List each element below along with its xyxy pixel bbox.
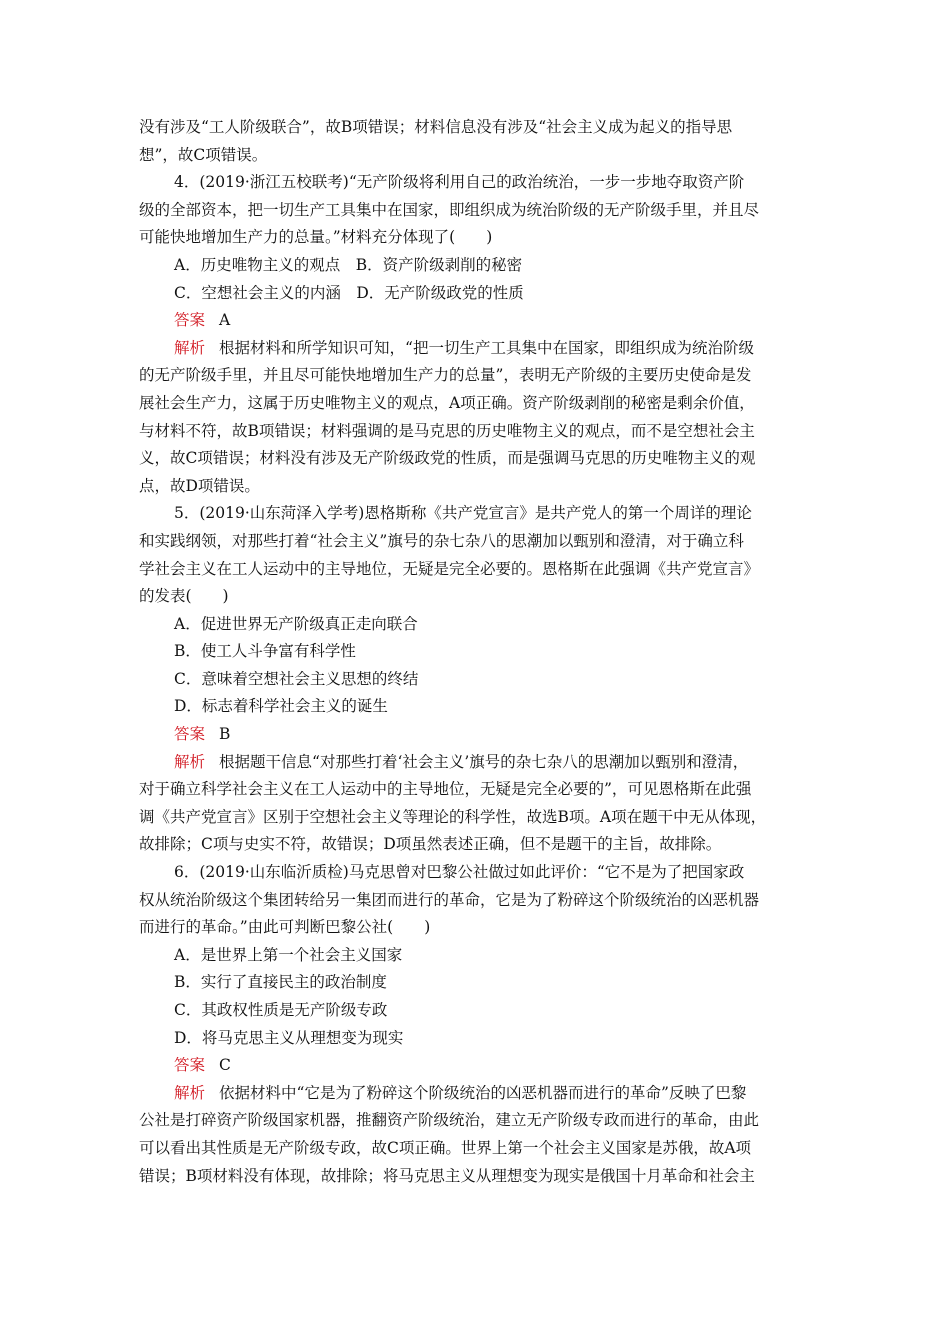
line-text: 错误；B项材料没有体现，故排除；将马克思主义从理想变为现实是俄国十月革命和社会主 [139,1166,755,1185]
line-text: 公社是打碎资产阶级国家机器，推翻资产阶级统治，建立无产阶级专政而进行的革命，由此 [139,1111,760,1130]
text-line [139,997,819,1025]
text-line [139,197,819,225]
analysis-line [139,335,819,363]
line-text: 可能快地增加生产力的总量。”材料充分体现了( ) [139,228,493,247]
line-text: 没有涉及“工人阶级联合”，故B项错误；材料信息没有涉及“社会主义成为起义的指导思 [139,118,733,136]
text-line [139,666,819,694]
text-line [139,528,819,556]
answer-label: 答案 [174,725,206,744]
line-text: 与材料不符，故B项错误；材料强调的是马克思的历史唯物主义的观点，而不是空想社会主 [139,421,755,440]
text-line [139,583,819,611]
text-line [139,638,819,666]
text-line [139,693,819,721]
line-text: 权从统治阶级这个集团转给另一集团而进行的革命，它是为了粉碎这个阶级统治的凶恶机器 [139,890,760,909]
document-body [139,114,819,1190]
line-text: 想”，故C项错误。 [139,145,268,164]
line-text: B．使工人斗争富有科学性 [174,642,356,661]
text-line [139,1107,819,1135]
answer-label: 答案 [174,1056,206,1075]
line-text: 学社会主义在工人运动中的主导地位，无疑是完全必要的。恩格斯在此强调《共产党宣言》 [139,559,760,578]
text-line [139,969,819,997]
text-line [139,804,819,832]
line-text: A [219,311,231,330]
line-text: 的无产阶级手里，并且尽可能快地增加生产力的总量”，表明无产阶级的主要历史使命是发 [139,366,752,385]
line-text: D．将马克思主义从理想变为现实 [174,1028,404,1047]
line-text: 依据材料中“它是为了粉碎这个阶级统治的凶恶机器而进行的革命”反映了巴黎 [219,1083,747,1102]
text-line [139,114,819,142]
line-text: C．空想社会主义的内涵 D．无产阶级政党的性质 [174,283,524,302]
line-text: 根据题干信息“对那些打着‘社会主义’旗号的杂七杂八的思潮加以甄别和澄清， [219,752,749,771]
analysis-label: 解析 [174,1083,206,1102]
line-text: 根据材料和所学知识可知，“把一切生产工具集中在国家，即组织成为统治阶级 [219,338,754,357]
answer-line [139,1052,819,1080]
line-text: 故排除；C项与史实不符，故错误；D项虽然表述正确，但不是题干的主旨，故排除。 [139,835,722,854]
text-line [139,611,819,639]
text-line [139,169,819,197]
text-line [139,390,819,418]
line-text: B [219,725,231,744]
text-line [139,445,819,473]
line-text: A．是世界上第一个社会主义国家 [174,945,403,964]
text-line [139,362,819,390]
text-line [139,280,819,308]
text-line [139,252,819,280]
answer-label: 答案 [174,311,206,330]
line-text: 而进行的革命。”由此可判断巴黎公社( ) [139,918,431,937]
text-line [139,500,819,528]
answer-line [139,721,819,749]
line-text: 和实践纲领，对那些打着“社会主义”旗号的杂七杂八的思潮加以甄别和澄清，对于确立科 [139,531,744,550]
text-line [139,831,819,859]
line-text: A．促进世界无产阶级真正走向联合 [174,614,418,633]
text-line [139,942,819,970]
line-text: 调《共产党宣言》区别于空想社会主义等理论的科学性，故选B项。A项在题干中无从体现， [139,807,767,826]
analysis-label: 解析 [174,752,206,771]
analysis-line [139,749,819,777]
text-line [139,142,819,170]
text-line [139,1135,819,1163]
text-line [139,418,819,446]
line-text: D．标志着科学社会主义的诞生 [174,697,388,716]
line-text: 可以看出其性质是无产阶级专政，故C项正确。世界上第一个社会主义国家是苏俄，故A项 [139,1138,752,1157]
text-line [139,914,819,942]
text-line [139,1163,819,1191]
answer-line [139,307,819,335]
line-text: A．历史唯物主义的观点 B．资产阶级剥削的秘密 [174,255,523,274]
text-line [139,887,819,915]
line-text: C [219,1056,231,1075]
text-line [139,776,819,804]
line-text: 义，故C项错误；材料没有涉及无产阶级政党的性质，而是强调马克思的历史唯物主义的观 [139,449,756,468]
analysis-label: 解析 [174,338,206,357]
line-text: 级的全部资本，把一切生产工具集中在国家，即组织成为统治阶级的无产阶级手里，并且尽 [139,200,760,219]
text-line [139,859,819,887]
line-text: C．其政权性质是无产阶级专政 [174,1001,388,1019]
line-text: B．实行了直接民主的政治制度 [174,973,387,992]
line-text: 对于确立科学社会主义在工人运动中的主导地位，无疑是完全必要的”，可见恩格斯在此强 [139,780,752,799]
line-text: C．意味着空想社会主义思想的终结 [174,669,419,688]
text-line [139,224,819,252]
text-line [139,556,819,584]
analysis-line [139,1080,819,1108]
line-text: 的发表( ) [139,587,229,606]
text-line [139,473,819,501]
line-text: 6．(2019·山东临沂质检)马克思曾对巴黎公社做过如此评价：“它不是为了把国家政 [174,863,745,882]
line-text: 4．(2019·浙江五校联考)“无产阶级将利用自己的政治统治，一步一步地夺取资产阶 [174,173,745,192]
line-text: 5．(2019·山东菏泽入学考)恩格斯称《共产党宣言》是共产党人的第一个周详的理论 [174,504,752,523]
line-text: 展社会生产力，这属于历史唯物主义的观点，A项正确。资产阶级剥削的秘密是剩余价值， [139,393,755,412]
text-line [139,1025,819,1053]
line-text: 点，故D项错误。 [139,476,260,495]
